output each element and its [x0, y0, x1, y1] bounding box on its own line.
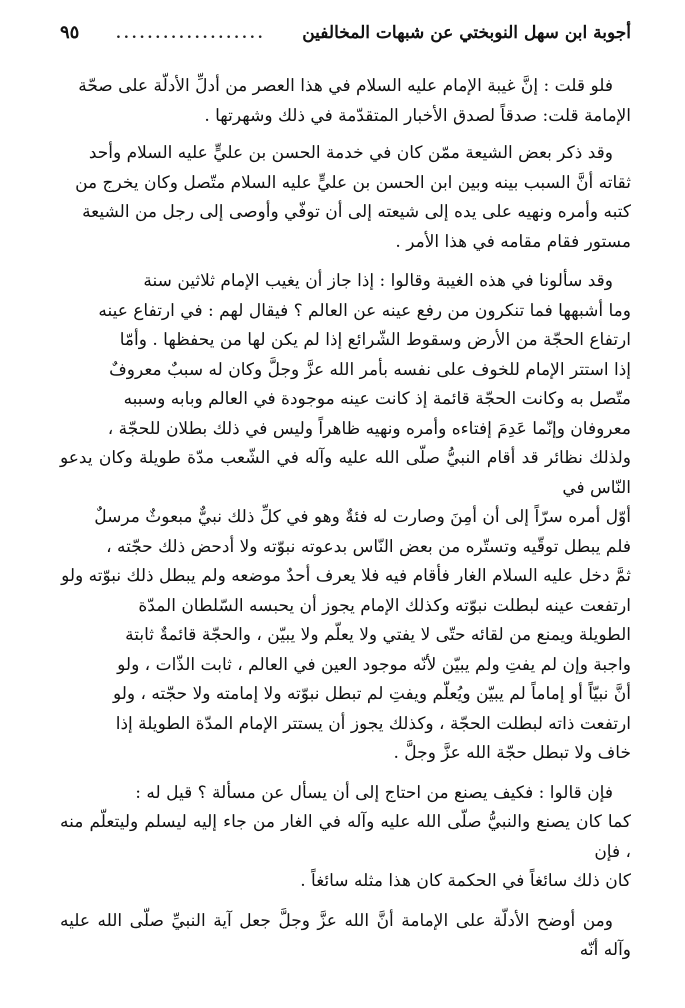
paragraph: فلو قلت : إنَّ غيبة الإمام عليه السلام في هذا العصر من أدلِّ الأدلّة على صحّة الإمامة قلت: صدقاً لصدق الأخبار المتقدّمة في ذلك وشهرتها .: [78, 76, 631, 126]
paragraph: ومن أوضح الأدلّة على الإمامة أنَّ الله عزَّ وجلَّ جعل آية النبيِّ صلّى الله عليه وآله أنّه: [60, 910, 631, 960]
running-header: [60, 22, 631, 62]
page-number: ٩٥: [60, 22, 80, 43]
header-leader-dots: ...................: [115, 26, 266, 42]
paragraph: وقد سألونا في هذه الغيبة وقالوا : إذا جاز أن يغيب الإمام ثلاثين سنة وما أشبهها فما تنكرون من رفع عينه عن العالم ؟ فيقال لهم : في ارتفاع عينه ارتفاع الحجّة من الأرض وسقوط الشّرائع إذا لم يكن لها من يحفظها . وأمّا إذا استتر الإمام للخوف على نفسه بأمر الله عزَّ وجلَّ وكان له سببٌ معروفٌ متّصل به وكانت الحجّة قائمة إذ كانت عينه موجودة في العالم وبابه وسببه معروفان وإنّما عَدِمَ إفتاءه وأمره ونهيه ظاهراً وليس في ذلك بطلان للحجّة ، ولذلك نظائر قد أقام النبيُّ صلّى الله عليه وآله في الشّعب مدّة طويلة وكان يدعو النّاس في أوّل أمره سرّاً إلى أن أمِنَ وصارت له فئةٌ وهو في كلِّ ذلك نبيٌّ مبعوثٌ مرسلٌ فلم يبطل توقّيه وتستّره من بعض النّاس بدعوته نبوّته ولا أدحض ذلك حجّته ، ثمَّ دخل عليه السلام الغار فأقام فيه فلا يعرف أحدٌ موضعه ولم يبطل ذلك نبوّته ولو ارتفعت عينه لبطلت نبوّته وكذلك الإمام يجوز أن يحبسه السّلطان المدّة الطويلة ويمنع من لقائه حتّى لا يفتي ولا يعلّم ولا يبيّن ، والحجّة قائمةٌ ثابتة واجبة وإن لم يفتِ ولم يبيّن لأنّه موجود العين في العالم ، ثابت الذّات ، ولو أنَّ نبيّاً أو إماماً لم يبيّن ويُعلّم ويفتِ لم تبطل نبوّته ولا إمامته ولا حجّته ، ولو ارتفعت ذاته لبطلت الحجّة ، وكذلك يجوز أن يستتر الإمام المدّة الطويلة إذا خاف ولا تبطل حجّة الله عزَّ وجلَّ .: [60, 271, 631, 763]
paragraph: فإن قالوا : فكيف يصنع من احتاج إلى أن يسأل عن مسألة ؟ قيل له : كما كان يصنع والنبيُّ صلّى الله عليه وآله في الغار من جاء إليه ليسلم وليتعلّم منه ، فإن كان ذلك سائغاً في الحكمة كان هذا مثله سائغاً .: [60, 782, 631, 891]
paragraph: وقد ذكر بعض الشيعة ممّن كان في خدمة الحسن بن عليٍّ عليه السلام وأحد ثقاته أنَّ السبب بينه وبين ابن الحسن بن عليٍّ عليه السلام متّصل وكان يخرج من كتبه وأمره ونهيه على يده إلى شيعته إلى أن توفّي وأوصى إلى رجل من الشيعة مستور فقام مقامه في هذا الأمر .: [75, 143, 631, 252]
header-title: أجوبة ابن سهل النوبختي عن شبهات المخالفين: [302, 23, 631, 43]
